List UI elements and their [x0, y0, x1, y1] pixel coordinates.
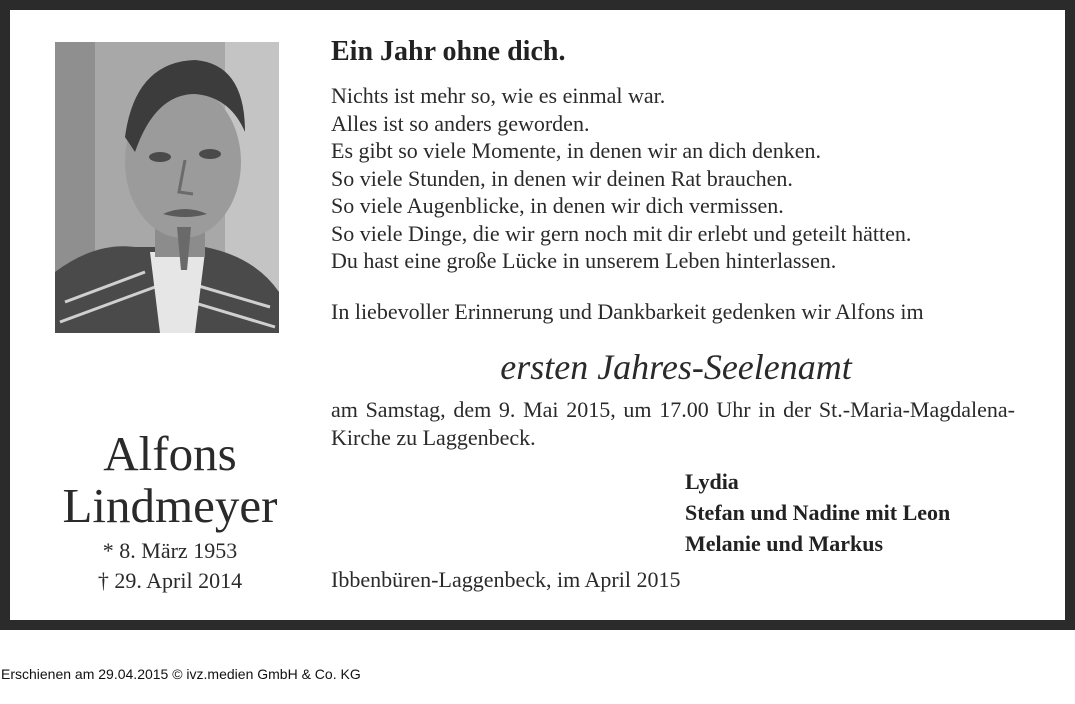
poem-line: Du hast eine große Lücke in unserem Leben hinterlassen. [331, 248, 837, 273]
memory-line: In liebevoller Erinnerung und Dankbarkeit gedenken wir Alfons im [331, 299, 924, 324]
portrait-photo [55, 42, 279, 333]
poem-line: Alles ist so anders geworden. [331, 110, 590, 136]
family-member: Melanie und Markus [685, 531, 884, 556]
mass-title: ersten Jahres-Seelenamt [500, 347, 852, 387]
poem-line: So viele Dinge, die wir gern noch mit dir erlebt und geteilt hätten. [331, 220, 912, 246]
poem-line: Nichts ist mehr so, wie es einmal war. [331, 83, 666, 108]
deceased-last-name: Lindmeyer [62, 478, 278, 533]
family-member: Stefan und Nadine mit Leon [685, 500, 951, 525]
poem [331, 82, 911, 275]
notice-heading: Ein Jahr ohne dich. [331, 36, 566, 67]
family-member: Lydia [685, 469, 739, 494]
place-date: Ibbenbüren-Laggenbeck, im April 2015 [331, 567, 681, 592]
death-date: † 29. April 2014 [97, 568, 243, 593]
family-signatures [685, 466, 950, 559]
poem-line: So viele Augenblicke, in denen wir dich vermissen. [331, 193, 784, 218]
poem-line: Es gibt so viele Momente, in denen wir an dich denken. [331, 138, 821, 163]
publication-footer: Erschienen am 29.04.2015 © ivz.medien GmbH & Co. KG [1, 666, 361, 682]
mass-details: am Samstag, dem 9. Mai 2015, um 17.00 Uhr in der St.-Maria-Magdalena-Kirche zu Laggenbeck. [331, 397, 1015, 450]
deceased-first-name: Alfons [103, 426, 237, 481]
poem-line: So viele Stunden, in denen wir deinen Rat brauchen. [331, 165, 793, 191]
birth-date: * 8. März 1953 [102, 538, 238, 563]
portrait-image [55, 42, 279, 333]
